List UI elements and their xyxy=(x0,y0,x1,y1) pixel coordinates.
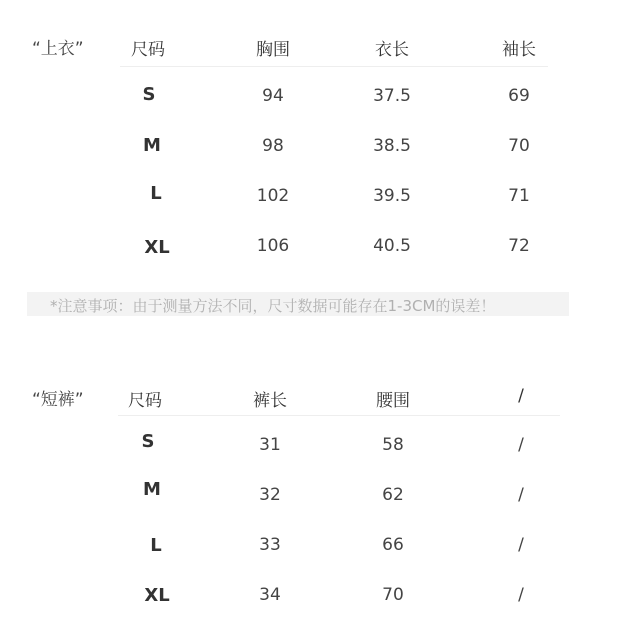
tops-cell: 98 xyxy=(262,136,284,156)
shorts-cell: 58 xyxy=(382,435,404,455)
shorts-cell: 34 xyxy=(259,585,281,605)
tops-cell: 69 xyxy=(508,86,530,106)
tops-row-size: M xyxy=(143,135,161,156)
shorts-cell: / xyxy=(518,485,524,505)
tops-section-label: “上衣” xyxy=(32,39,84,59)
tops-header-chest: 胸围 xyxy=(256,40,290,60)
tops-header-sleeve: 袖长 xyxy=(502,40,536,60)
shorts-cell: 62 xyxy=(382,485,404,505)
shorts-header-divider xyxy=(118,415,560,416)
shorts-cell: 32 xyxy=(259,485,281,505)
shorts-section-label: “短裤” xyxy=(32,390,84,410)
tops-cell: 71 xyxy=(508,186,530,206)
shorts-header-length: 裤长 xyxy=(253,391,287,411)
shorts-cell: 31 xyxy=(259,435,281,455)
shorts-cell: 70 xyxy=(382,585,404,605)
shorts-row-size: M xyxy=(143,479,161,500)
shorts-cell: / xyxy=(518,535,524,555)
tops-cell: 94 xyxy=(262,86,284,106)
shorts-row-size: L xyxy=(150,535,162,556)
tops-header-size: 尺码 xyxy=(131,40,165,60)
tops-cell: 39.5 xyxy=(373,186,411,206)
tops-cell: 38.5 xyxy=(373,136,411,156)
tops-cell: 106 xyxy=(256,236,290,256)
tops-header-divider xyxy=(120,66,548,67)
shorts-cell: 33 xyxy=(259,535,281,555)
tops-row-size: XL xyxy=(144,237,170,258)
shorts-cell: / xyxy=(518,585,524,605)
shorts-header-empty: / xyxy=(518,386,524,406)
shorts-row-size: S xyxy=(141,431,155,452)
tops-cell: 70 xyxy=(508,136,530,156)
measurement-note: *注意事项：由于测量方法不同，尺寸数据可能存在1-3CM的误差！ xyxy=(50,297,496,315)
tops-row-size: S xyxy=(142,84,156,105)
tops-cell: 72 xyxy=(508,236,530,256)
tops-cell: 40.5 xyxy=(373,236,411,256)
shorts-row-size: XL xyxy=(144,585,170,606)
shorts-header-size: 尺码 xyxy=(128,391,162,411)
tops-row-size: L xyxy=(150,183,162,204)
shorts-header-waist: 腰围 xyxy=(376,391,410,411)
shorts-cell: 66 xyxy=(382,535,404,555)
tops-cell: 102 xyxy=(256,186,290,206)
tops-header-length: 衣长 xyxy=(375,40,409,60)
shorts-cell: / xyxy=(518,435,524,455)
tops-cell: 37.5 xyxy=(373,86,411,106)
